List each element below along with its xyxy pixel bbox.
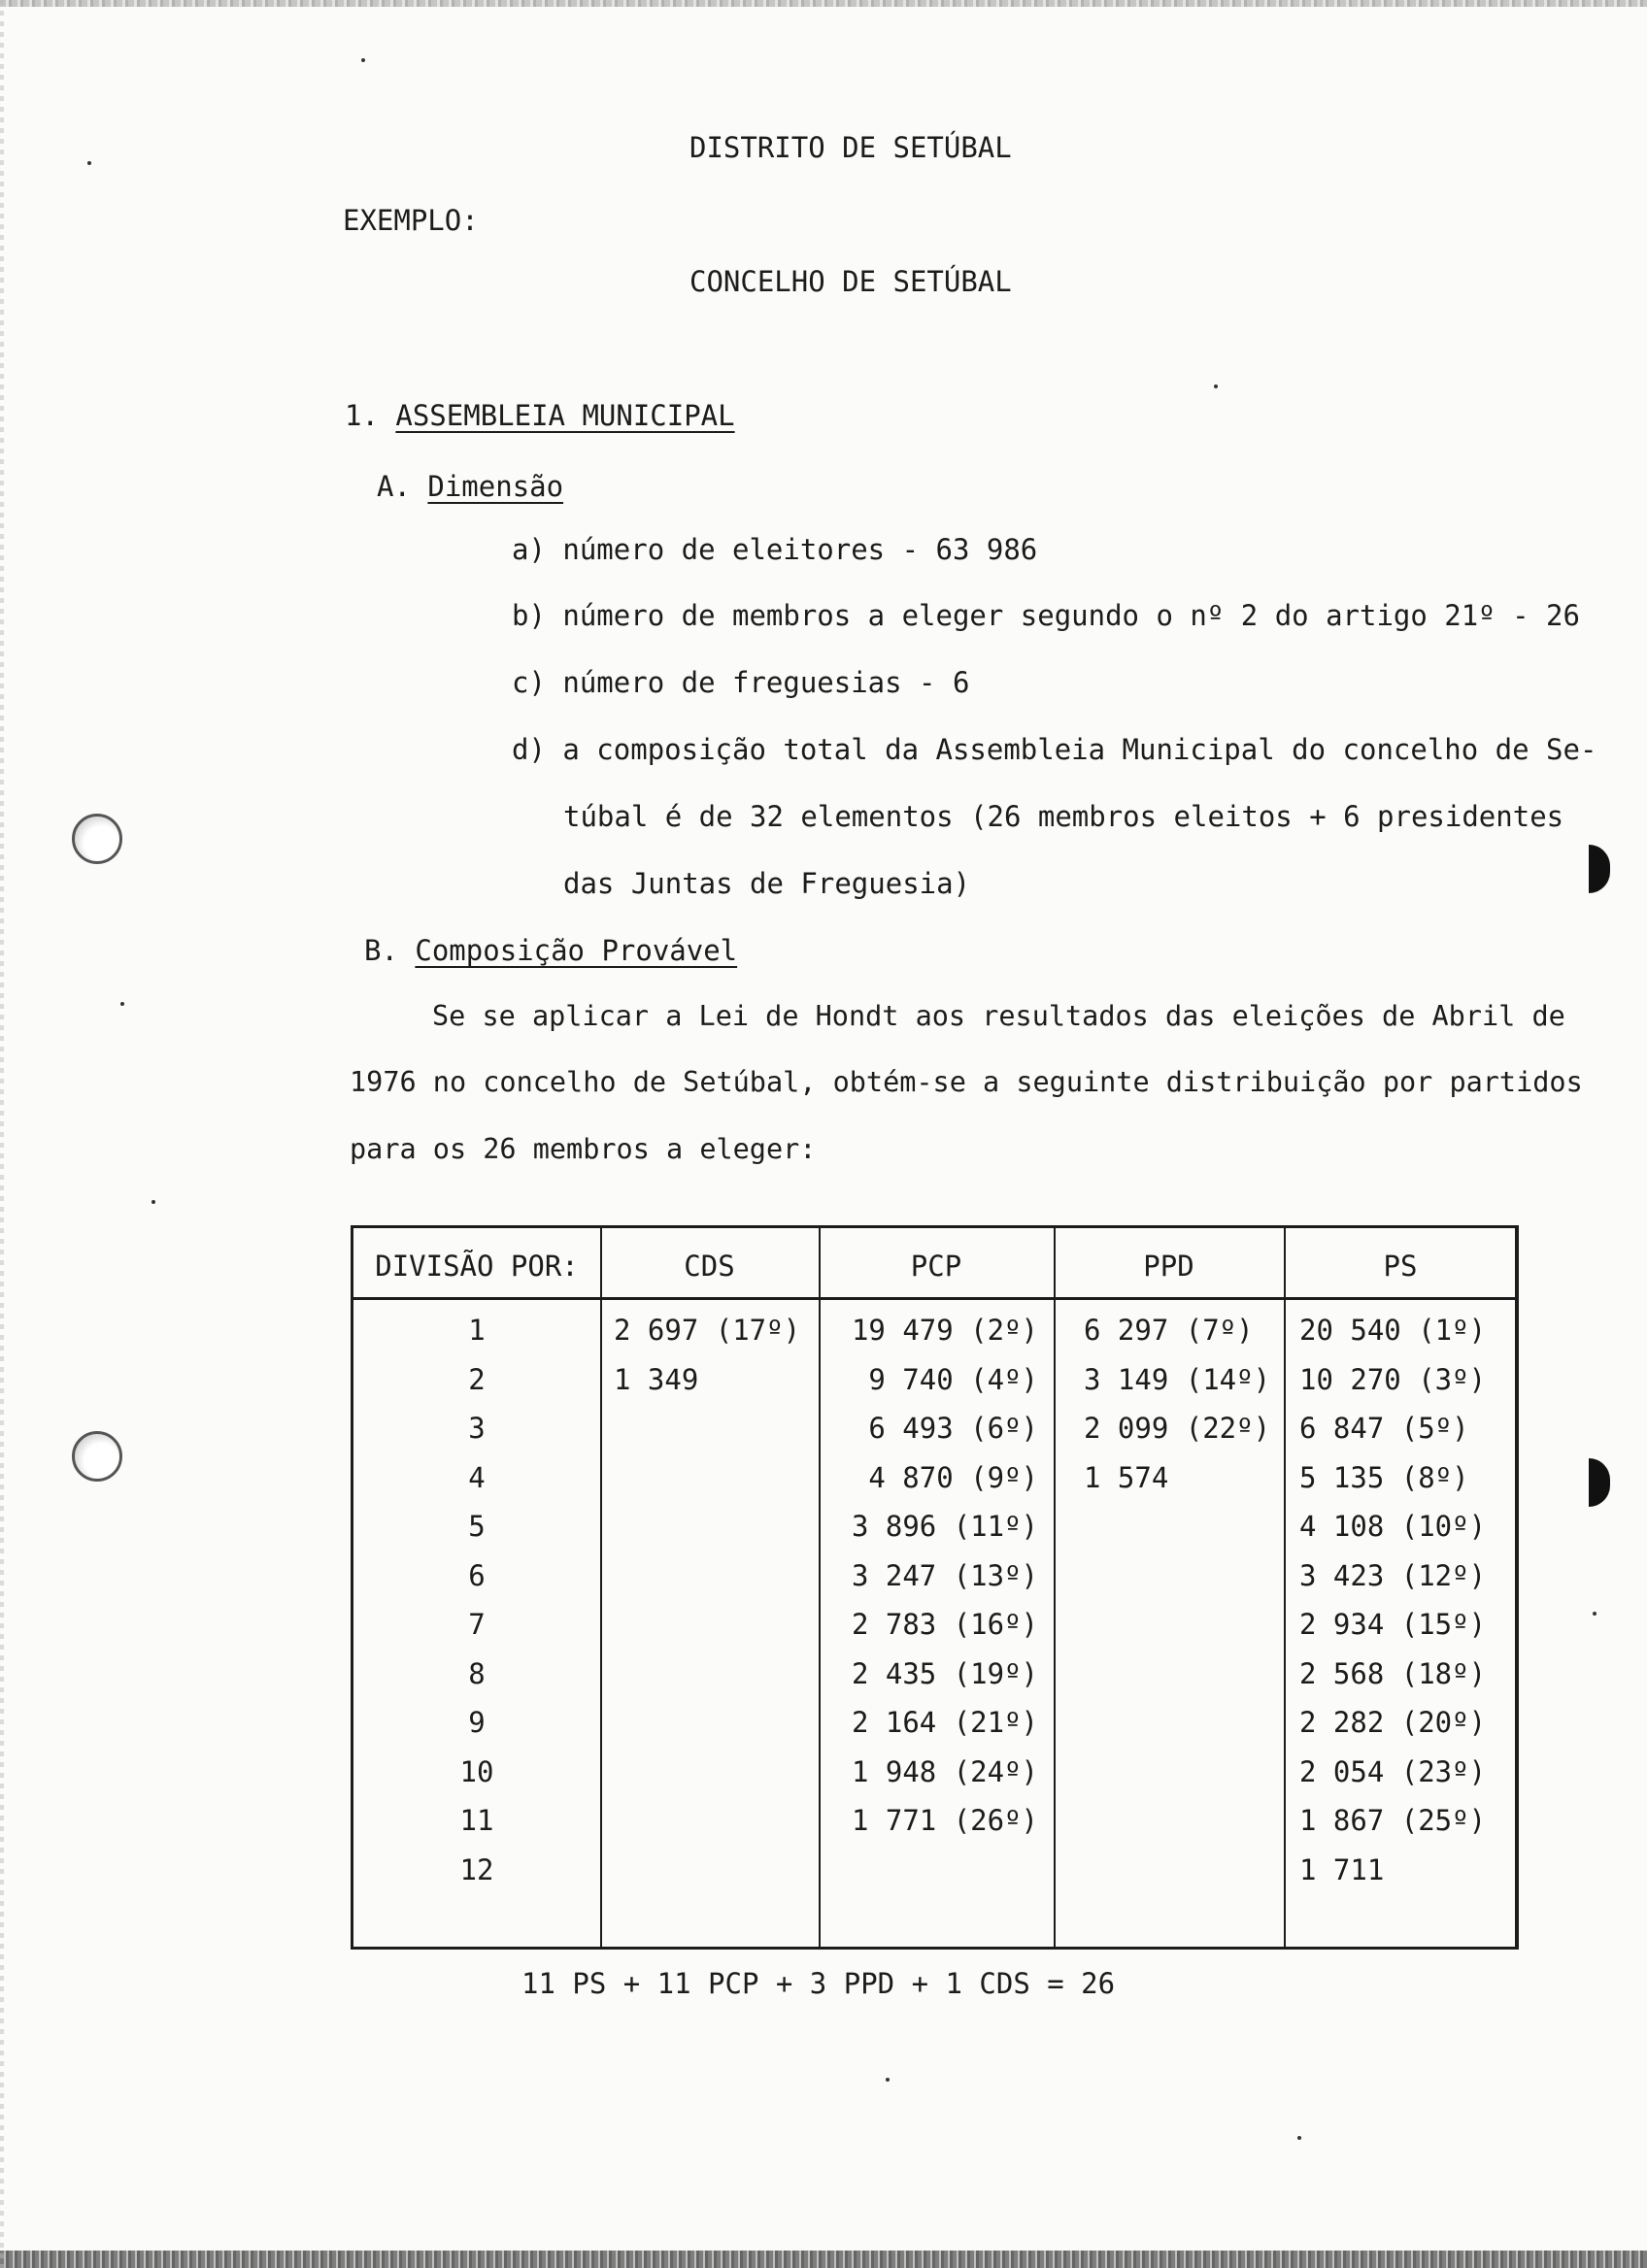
ps-cell: 2 568 (18º) bbox=[1299, 1656, 1487, 1690]
punch-hole-icon bbox=[72, 1431, 122, 1482]
header-ps: PS bbox=[1383, 1250, 1418, 1283]
list-marker: c) bbox=[512, 666, 546, 699]
scan-bottom-edge bbox=[0, 2251, 1647, 2268]
section-title: ASSEMBLEIA MUNICIPAL bbox=[395, 399, 735, 432]
divisor-cell: 3 bbox=[468, 1412, 486, 1445]
subsection-b-title: Composição Provável bbox=[415, 934, 738, 967]
subsection-b-heading bbox=[364, 934, 737, 967]
column-divider bbox=[1054, 1228, 1056, 1947]
ps-cell: 4 108 (10º) bbox=[1299, 1510, 1487, 1543]
divisor-cell: 5 bbox=[468, 1510, 486, 1543]
pcp-cell: 2 435 (19º) bbox=[851, 1656, 1038, 1690]
pcp-cell: 19 479 (2º) bbox=[851, 1314, 1038, 1347]
list-marker: a) bbox=[512, 533, 546, 566]
list-text: número de freguesias - 6 bbox=[562, 666, 970, 699]
pcp-cell: 6 493 (6º) bbox=[868, 1412, 1038, 1445]
header-divisor: DIVISÃO POR: bbox=[375, 1250, 579, 1283]
ps-cell: 1 711 bbox=[1299, 1852, 1385, 1886]
subsection-a-heading bbox=[377, 470, 563, 503]
column-divider bbox=[1284, 1228, 1286, 1947]
paragraph-line-2: 1976 no concelho de Setúbal, obtém-se a seguinte distribuição por partidos bbox=[350, 1066, 1583, 1098]
divisor-cell: 10 bbox=[459, 1754, 494, 1788]
divisor-cell: 2 bbox=[468, 1362, 486, 1396]
ppd-cell: 6 297 (7º) bbox=[1084, 1314, 1254, 1347]
divisor-cell: 11 bbox=[459, 1804, 494, 1837]
divisor-cell: 9 bbox=[468, 1706, 486, 1739]
scan-top-edge bbox=[0, 0, 1647, 7]
divisor-cell: 6 bbox=[468, 1558, 486, 1592]
header-ppd: PPD bbox=[1143, 1250, 1194, 1283]
subsection-b-letter: B. bbox=[364, 934, 398, 967]
list-item-d-line-2: túbal é de 32 elementos (26 membros eleitos + 6 presidentes bbox=[563, 800, 1564, 833]
pcp-cell: 1 948 (24º) bbox=[851, 1754, 1038, 1788]
divisor-cell: 12 bbox=[459, 1852, 494, 1886]
list-text: a composição total da Assembleia Municipal do concelho de Se- bbox=[562, 733, 1597, 766]
list-item-a bbox=[512, 533, 1037, 566]
list-marker: b) bbox=[512, 599, 546, 632]
divisor-cell: 1 bbox=[468, 1314, 486, 1347]
list-item-c bbox=[512, 666, 969, 699]
pcp-cell: 1 771 (26º) bbox=[851, 1804, 1038, 1837]
header-pcp: PCP bbox=[910, 1250, 962, 1283]
pcp-cell: 4 870 (9º) bbox=[868, 1460, 1038, 1494]
ps-cell: 10 270 (3º) bbox=[1299, 1362, 1487, 1396]
scan-speck bbox=[151, 1200, 155, 1204]
scan-left-edge bbox=[0, 0, 4, 2268]
ppd-cell: 2 099 (22º) bbox=[1084, 1412, 1271, 1445]
example-label: EXEMPLO: bbox=[343, 204, 479, 237]
municipality-heading: CONCELHO DE SETÚBAL bbox=[689, 265, 1012, 298]
ps-cell: 6 847 (5º) bbox=[1299, 1412, 1469, 1445]
cds-cell: 1 349 bbox=[614, 1362, 699, 1396]
scan-speck bbox=[886, 2078, 890, 2082]
punch-hole-icon bbox=[72, 814, 122, 864]
scan-speck bbox=[1214, 384, 1218, 388]
list-item-b bbox=[512, 599, 1580, 632]
scan-speck bbox=[361, 58, 365, 62]
ps-cell: 2 054 (23º) bbox=[1299, 1754, 1487, 1788]
list-item-d bbox=[512, 733, 1597, 766]
cds-cell: 2 697 (17º) bbox=[614, 1314, 801, 1347]
section-number: 1. bbox=[345, 399, 379, 432]
pcp-cell: 3 247 (13º) bbox=[851, 1558, 1038, 1592]
scan-speck bbox=[87, 161, 91, 165]
subsection-a-letter: A. bbox=[377, 470, 411, 503]
pcp-cell: 3 896 (11º) bbox=[851, 1510, 1038, 1543]
district-heading: DISTRITO DE SETÚBAL bbox=[689, 131, 1012, 164]
divisor-cell: 4 bbox=[468, 1460, 486, 1494]
list-marker: d) bbox=[512, 733, 546, 766]
list-item-d-line-3: das Juntas de Freguesia) bbox=[563, 867, 971, 900]
scan-speck bbox=[120, 1002, 124, 1006]
binder-tab-icon bbox=[1589, 845, 1610, 893]
list-text: número de eleitores - 63 986 bbox=[562, 533, 1038, 566]
list-text: número de membros a eleger segundo o nº 2 do artigo 21º - 26 bbox=[562, 599, 1580, 632]
section-heading bbox=[345, 399, 735, 432]
dhondt-table bbox=[351, 1225, 1519, 1950]
scan-speck bbox=[1593, 1612, 1597, 1616]
paragraph-line-1: Se se aplicar a Lei de Hondt aos resultados das eleições de Abril de bbox=[432, 1000, 1565, 1032]
header-divider bbox=[353, 1297, 1515, 1300]
ps-cell: 20 540 (1º) bbox=[1299, 1314, 1487, 1347]
divisor-cell: 8 bbox=[468, 1656, 486, 1690]
pcp-cell: 2 164 (21º) bbox=[851, 1706, 1038, 1739]
divisor-cell: 7 bbox=[468, 1608, 486, 1641]
seat-summary: 11 PS + 11 PCP + 3 PPD + 1 CDS = 26 bbox=[521, 1967, 1116, 2000]
ps-cell: 3 423 (12º) bbox=[1299, 1558, 1487, 1592]
scan-speck bbox=[1297, 2136, 1301, 2140]
pcp-cell: 9 740 (4º) bbox=[868, 1362, 1038, 1396]
column-divider bbox=[600, 1228, 602, 1947]
paragraph-line-3: para os 26 membros a eleger: bbox=[350, 1133, 817, 1165]
ps-cell: 2 934 (15º) bbox=[1299, 1608, 1487, 1641]
ppd-cell: 1 574 bbox=[1084, 1460, 1169, 1494]
subsection-a-title: Dimensão bbox=[427, 470, 564, 503]
ps-cell: 2 282 (20º) bbox=[1299, 1706, 1487, 1739]
column-divider bbox=[819, 1228, 821, 1947]
ps-cell: 1 867 (25º) bbox=[1299, 1804, 1487, 1837]
header-cds: CDS bbox=[684, 1250, 735, 1283]
pcp-cell: 2 783 (16º) bbox=[851, 1608, 1038, 1641]
binder-tab-icon bbox=[1589, 1458, 1610, 1507]
ppd-cell: 3 149 (14º) bbox=[1084, 1362, 1271, 1396]
ps-cell: 5 135 (8º) bbox=[1299, 1460, 1469, 1494]
